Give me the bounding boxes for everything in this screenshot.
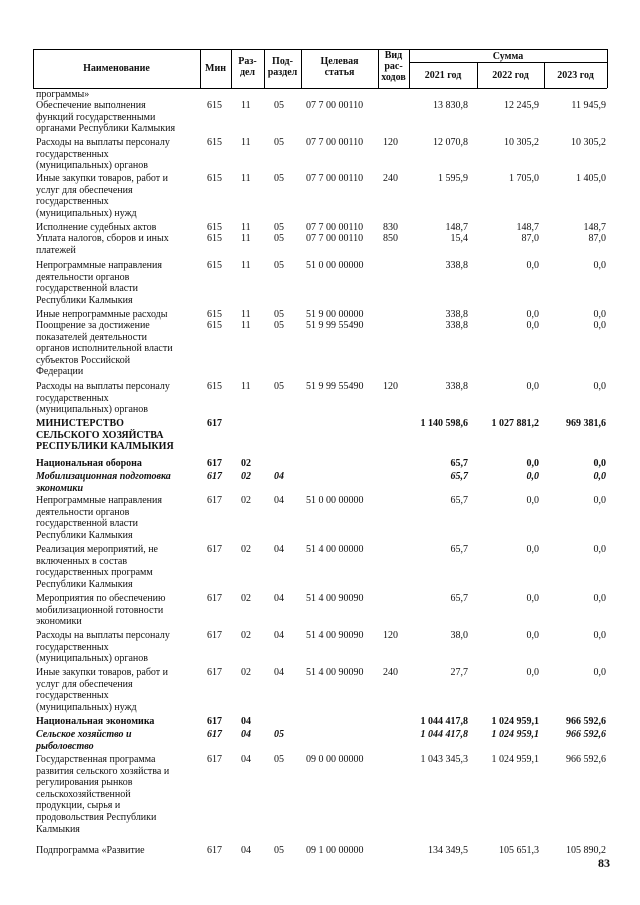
row-name-line: Поощрение за достижение (36, 320, 150, 331)
row-cell-y22: 0,0 (526, 667, 539, 678)
row-name-line: развития сельского хозяйства и (36, 765, 170, 777)
row-name-line: Расходы на выплаты персоналу (36, 381, 170, 392)
row-cell-y23: 0,0 (593, 320, 606, 331)
row-name-line: органами Республики Калмыкия (36, 123, 176, 135)
row-cell-y21: 13 830,8 (433, 100, 468, 111)
row-cell-min: 617 (207, 593, 222, 604)
row-cell-razd: 11 (241, 381, 251, 392)
header-razdel-line: дел (239, 67, 256, 78)
row-name-line: сельскохозяйственной (36, 788, 131, 800)
row-name-line: деятельности органов (36, 506, 130, 518)
row-name (36, 544, 198, 590)
row-cell-razd: 11 (241, 137, 251, 148)
row-cell-podr: 05 (274, 173, 284, 184)
row-cell-y21: 338,8 (445, 260, 468, 271)
row-cell-y22: 12 245,9 (504, 100, 539, 111)
row-cell-tsel: 51 4 00 90090 (306, 593, 364, 604)
row-cell-razd: 11 (241, 100, 251, 111)
row-name (36, 667, 198, 713)
row-cell-y21: 12 070,8 (433, 137, 468, 148)
row-name-line: Национальная оборона (36, 458, 142, 469)
row-cell-y22: 0,0 (526, 495, 539, 506)
row-cell-min: 617 (207, 667, 222, 678)
row-cell-min: 615 (207, 309, 222, 320)
row-cell-vid: 850 (383, 233, 398, 244)
row-cell-podr: 05 (274, 381, 284, 392)
row-cell-min: 615 (207, 233, 222, 244)
row-cell-podr: 05 (274, 729, 284, 740)
row-name-line: Исполнение судебных актов (36, 222, 157, 233)
row-name-line: включенных в состав (36, 555, 128, 567)
row-cell-min: 615 (207, 222, 222, 233)
row-cell-y21: 134 349,5 (428, 845, 468, 856)
row-cell-y23: 105 890,2 (566, 845, 606, 856)
row-cell-vid: 120 (383, 381, 398, 392)
row-cell-y22: 105 651,3 (499, 845, 539, 856)
row-name-line: органов исполнительной власти (36, 343, 173, 355)
row-cell-podr: 04 (274, 667, 284, 678)
row-name (36, 309, 198, 321)
row-cell-y23: 0,0 (593, 667, 606, 678)
row-name-line: государственных (36, 392, 109, 404)
row-name-line: продовольствия Республики (36, 811, 157, 823)
row-cell-min: 617 (207, 458, 222, 469)
row-cell-y22: 10 305,2 (504, 137, 539, 148)
row-cell-min: 617 (207, 495, 222, 506)
row-cell-vid: 120 (383, 630, 398, 641)
row-cell-y21: 27,7 (450, 667, 468, 678)
header-razdel (231, 56, 264, 78)
row-name-line: Обеспечение выполнения (36, 100, 146, 111)
header-min: Мин (205, 63, 226, 74)
row-cell-y23: 10 305,2 (571, 137, 606, 148)
header-2023: 2023 год (557, 70, 594, 81)
row-cell-min: 617 (207, 754, 222, 765)
row-cell-min: 617 (207, 418, 222, 429)
row-cell-razd: 02 (241, 495, 251, 506)
row-name-line: экономики (36, 482, 84, 494)
row-cell-y23: 0,0 (593, 495, 606, 506)
row-cell-tsel: 51 4 00 00000 (306, 544, 364, 555)
row-cell-y21: 65,7 (450, 458, 468, 469)
row-cell-podr: 05 (274, 100, 284, 111)
row-name (36, 845, 198, 857)
row-cell-tsel: 51 0 00 00000 (306, 495, 364, 506)
row-name-line: Мероприятия по обеспечению (36, 593, 166, 604)
row-name-line: Непрограммные направления (36, 260, 162, 271)
row-cell-razd: 11 (241, 222, 251, 233)
row-name-line: СЕЛЬСКОГО ХОЗЯЙСТВА (36, 429, 164, 441)
table-top-border (33, 49, 607, 50)
row-cell-y22: 1 705,0 (509, 173, 539, 184)
row-cell-y22: 0,0 (526, 260, 539, 271)
header-divider (607, 49, 608, 88)
row-name-line: услуг для обеспечения (36, 184, 133, 196)
row-cell-y23: 966 592,6 (566, 716, 606, 727)
row-cell-razd: 11 (241, 260, 251, 271)
row-name-line: (муниципальных) нужд (36, 701, 137, 713)
row-cell-vid: 240 (383, 667, 398, 678)
row-cell-podr: 05 (274, 137, 284, 148)
row-cell-y21: 1 140 598,6 (420, 418, 468, 429)
row-cell-razd: 02 (241, 471, 251, 482)
row-cell-podr: 04 (274, 471, 284, 482)
row-name-line: Государственная программа (36, 754, 156, 765)
row-cell-y22: 0,0 (526, 593, 539, 604)
header-podrazdel-line: Под- (272, 56, 293, 67)
row-cell-podr: 05 (274, 222, 284, 233)
row-cell-y21: 65,7 (450, 544, 468, 555)
header-vid (378, 50, 409, 83)
row-name (36, 716, 198, 728)
header-target (301, 56, 378, 78)
row-cell-y21: 1 044 417,8 (420, 729, 468, 740)
row-cell-y22: 1 024 959,1 (491, 716, 539, 727)
row-name-line: государственных программ (36, 567, 153, 579)
row-name-line: функций государственными (36, 111, 156, 123)
row-cell-tsel: 51 0 00 00000 (306, 260, 364, 271)
row-cell-tsel: 51 9 99 55490 (306, 381, 364, 392)
row-name-line: деятельности органов (36, 271, 130, 283)
row-cell-min: 617 (207, 471, 222, 482)
row-name-line: Федерации (36, 366, 84, 378)
row-name-line: государственной власти (36, 283, 138, 295)
row-cell-tsel: 51 4 00 90090 (306, 667, 364, 678)
header-vid-line: Вид (384, 50, 403, 61)
row-name-line: (муниципальных) органов (36, 653, 149, 665)
row-cell-y23: 0,0 (593, 593, 606, 604)
header-name: Наименование (83, 63, 150, 74)
row-cell-min: 617 (207, 630, 222, 641)
row-cell-tsel: 07 7 00 00110 (306, 100, 364, 111)
row-cell-vid: 120 (383, 137, 398, 148)
row-cell-min: 617 (207, 716, 222, 727)
row-cell-y23: 966 592,6 (566, 729, 606, 740)
sum-subheader-border (409, 62, 607, 63)
row-name (36, 173, 198, 219)
row-cell-y23: 148,7 (583, 222, 606, 233)
row-cell-y22: 0,0 (526, 381, 539, 392)
row-cell-razd: 04 (241, 729, 251, 740)
row-cell-razd: 02 (241, 630, 251, 641)
row-cell-y23: 969 381,6 (566, 418, 606, 429)
row-cell-vid: 830 (383, 222, 398, 233)
row-cell-min: 617 (207, 544, 222, 555)
row-name (36, 260, 198, 306)
row-cell-y22: 0,0 (526, 471, 539, 482)
row-name-line: Иные непрограммные расходы (36, 309, 168, 320)
row-name-line: Реализация мероприятий, не (36, 544, 158, 555)
row-name-line: Иные закупки товаров, работ и (36, 667, 169, 678)
header-vid-line: рас- (384, 61, 403, 72)
row-cell-razd: 04 (241, 845, 251, 856)
row-name (36, 495, 198, 541)
row-cell-y21: 338,8 (445, 309, 468, 320)
row-cell-y22: 0,0 (526, 458, 539, 469)
row-cell-tsel: 51 9 99 55490 (306, 320, 364, 331)
row-name-line: регулирования рынков (36, 777, 133, 789)
row-name-line: Иные закупки товаров, работ и (36, 173, 169, 184)
header-razdel-line: Раз- (238, 56, 257, 67)
row-name (36, 458, 198, 470)
row-cell-razd: 04 (241, 716, 251, 727)
row-cell-y21: 38,0 (450, 630, 468, 641)
header-2021: 2021 год (424, 70, 462, 81)
row-name-line: Республики Калмыкия (36, 578, 133, 590)
row-cell-y22: 87,0 (521, 233, 539, 244)
row-cell-razd: 02 (241, 544, 251, 555)
row-name-line: государственных (36, 641, 109, 653)
row-cell-vid: 240 (383, 173, 398, 184)
row-cell-y21: 1 043 345,3 (420, 754, 468, 765)
row-name-line: (муниципальных) органов (36, 160, 149, 172)
row-cell-tsel: 51 9 00 00000 (306, 309, 364, 320)
row-cell-min: 617 (207, 845, 222, 856)
row-cell-y23: 0,0 (593, 260, 606, 271)
row-cell-min: 617 (207, 729, 222, 740)
header-sum: Сумма (492, 51, 524, 62)
row-name-line: программы» (36, 89, 90, 100)
row-cell-razd: 02 (241, 593, 251, 604)
row-cell-y21: 338,8 (445, 381, 468, 392)
row-name-line: Национальная экономика (36, 716, 155, 727)
header-2022: 2022 год (492, 70, 529, 81)
header-podrazdel-line: раздел (267, 67, 298, 78)
row-cell-min: 615 (207, 381, 222, 392)
row-cell-podr: 05 (274, 260, 284, 271)
row-cell-y21: 338,8 (445, 320, 468, 331)
row-cell-y23: 966 592,6 (566, 754, 606, 765)
row-name (36, 320, 198, 378)
row-name (36, 89, 198, 101)
row-cell-y23: 0,0 (593, 381, 606, 392)
row-cell-podr: 04 (274, 544, 284, 555)
row-cell-min: 615 (207, 100, 222, 111)
row-name-line: продукции, сырья и (36, 800, 121, 812)
row-cell-y23: 0,0 (593, 544, 606, 555)
row-name-line: мобилизационной готовности (36, 604, 164, 616)
row-cell-podr: 05 (274, 754, 284, 765)
row-cell-y22: 1 027 881,2 (491, 418, 539, 429)
row-name-line: субъектов Российской (36, 354, 131, 366)
row-name (36, 100, 198, 135)
row-cell-y22: 0,0 (526, 630, 539, 641)
row-name-line: Республики Калмыкия (36, 294, 133, 306)
row-name-line: Республики Калмыкия (36, 529, 133, 541)
header-target-line: статья (324, 67, 355, 78)
row-cell-tsel: 07 7 00 00110 (306, 173, 364, 184)
row-cell-tsel: 09 0 00 00000 (306, 754, 364, 765)
row-name (36, 233, 198, 256)
row-cell-y23: 1 405,0 (576, 173, 606, 184)
header-vid-line: ходов (381, 72, 406, 83)
row-cell-y23: 0,0 (593, 471, 606, 482)
row-cell-podr: 04 (274, 593, 284, 604)
row-cell-y21: 1 044 417,8 (420, 716, 468, 727)
row-name-line: Калмыкия (36, 823, 80, 835)
row-name (36, 137, 198, 172)
row-cell-y23: 87,0 (588, 233, 606, 244)
row-cell-y22: 0,0 (526, 544, 539, 555)
row-name (36, 593, 198, 628)
row-cell-y22: 1 024 959,1 (491, 729, 539, 740)
row-cell-razd: 02 (241, 458, 251, 469)
row-cell-podr: 05 (274, 309, 284, 320)
row-name-line: государственной власти (36, 518, 138, 530)
row-name-line: Сельское хозяйство и (36, 729, 132, 740)
row-cell-razd: 11 (241, 309, 251, 320)
row-name-line: экономики (36, 616, 82, 628)
row-cell-y22: 148,7 (516, 222, 539, 233)
row-cell-y21: 65,7 (450, 593, 468, 604)
row-cell-y21: 65,7 (450, 471, 468, 482)
row-name (36, 418, 198, 453)
row-name (36, 222, 198, 234)
row-name-line: (муниципальных) органов (36, 404, 149, 416)
row-name-line: Расходы на выплаты персоналу (36, 137, 170, 148)
row-cell-min: 615 (207, 137, 222, 148)
row-cell-podr: 05 (274, 845, 284, 856)
row-cell-min: 615 (207, 260, 222, 271)
row-name (36, 630, 198, 665)
row-cell-podr: 05 (274, 320, 284, 331)
row-cell-tsel: 07 7 00 00110 (306, 222, 364, 233)
row-cell-y23: 0,0 (593, 309, 606, 320)
row-cell-podr: 04 (274, 630, 284, 641)
row-name (36, 729, 198, 752)
row-cell-razd: 04 (241, 754, 251, 765)
row-name-line: Подпрограмма «Развитие (36, 845, 145, 856)
row-name-line: (муниципальных) нужд (36, 207, 137, 219)
row-cell-min: 615 (207, 320, 222, 331)
row-cell-y21: 65,7 (450, 495, 468, 506)
row-name-line: государственных (36, 148, 109, 160)
row-cell-tsel: 07 7 00 00110 (306, 137, 364, 148)
row-name-line: услуг для обеспечения (36, 678, 133, 690)
page-number: 83 (598, 856, 610, 870)
row-name-line: государственных (36, 196, 109, 208)
row-cell-razd: 11 (241, 320, 251, 331)
row-cell-min: 615 (207, 173, 222, 184)
row-cell-tsel: 51 4 00 90090 (306, 630, 364, 641)
row-cell-y23: 0,0 (593, 630, 606, 641)
header-target-line: Целевая (320, 56, 359, 67)
row-cell-y21: 1 595,9 (438, 173, 468, 184)
row-name-line: платежей (36, 244, 76, 256)
row-cell-y21: 15,4 (450, 233, 468, 244)
row-cell-razd: 02 (241, 667, 251, 678)
row-name-line: государственных (36, 690, 109, 702)
row-name-line: Непрограммные направления (36, 495, 162, 506)
row-cell-razd: 11 (241, 173, 251, 184)
row-name-line: Расходы на выплаты персоналу (36, 630, 170, 641)
row-cell-y23: 11 945,9 (571, 100, 606, 111)
header-podrazdel (264, 56, 301, 78)
row-name-line: МИНИСТЕРСТВО (36, 418, 124, 429)
row-cell-y21: 148,7 (445, 222, 468, 233)
row-cell-y22: 1 024 959,1 (491, 754, 539, 765)
row-cell-podr: 05 (274, 233, 284, 244)
row-name (36, 471, 198, 494)
row-cell-y22: 0,0 (526, 320, 539, 331)
row-cell-y23: 0,0 (593, 458, 606, 469)
row-name-line: показателей деятельности (36, 331, 147, 343)
row-cell-razd: 11 (241, 233, 251, 244)
row-name-line: рыболовство (36, 740, 94, 752)
row-name (36, 754, 198, 835)
row-cell-podr: 04 (274, 495, 284, 506)
row-cell-tsel: 09 1 00 00000 (306, 845, 364, 856)
row-cell-tsel: 07 7 00 00110 (306, 233, 364, 244)
row-name (36, 381, 198, 416)
row-cell-y22: 0,0 (526, 309, 539, 320)
row-name-line: Уплата налогов, сборов и иных (36, 233, 169, 244)
row-name-line: РЕСПУБЛИКИ КАЛМЫКИЯ (36, 441, 174, 453)
row-name-line: Мобилизационная подготовка (36, 471, 171, 482)
